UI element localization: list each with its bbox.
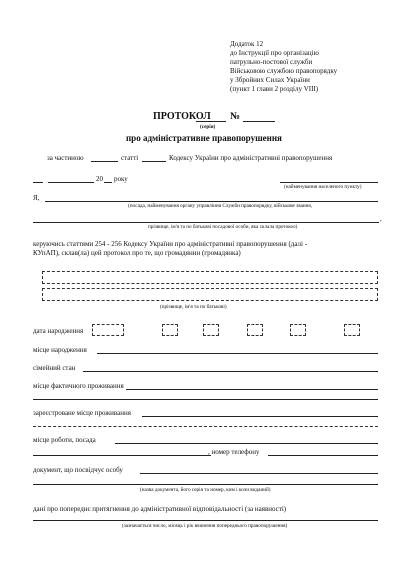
document-hint: (назва документа, його серія та номер, ким і коли виданий) xyxy=(140,487,271,493)
officer-position-hint: (посада, найменування органу управління Служби правопорядку, військове звання, xyxy=(128,203,313,209)
birth-year-cell-1[interactable] xyxy=(247,324,263,336)
registered-field-2[interactable] xyxy=(33,426,378,427)
protocol-subtitle: про адміністративне правопорушення xyxy=(126,133,282,143)
document-label: документ, що посвідчує особу xyxy=(33,466,123,474)
work-field-2[interactable] xyxy=(33,455,211,456)
phone-field[interactable] xyxy=(268,455,378,456)
registered-field[interactable] xyxy=(142,416,378,417)
body-text-line-2: КУпАП), склав(ла) цей протокол про те, що громадянин (громадянка) xyxy=(33,249,241,257)
birth-date-label: дата народження xyxy=(33,327,84,335)
part-field[interactable] xyxy=(91,161,118,162)
number-field[interactable] xyxy=(243,121,275,122)
birth-month-cell-2[interactable] xyxy=(203,324,219,336)
year-field[interactable] xyxy=(104,182,112,183)
appendix-line-5: у Збройних Силах України xyxy=(230,76,310,84)
appendix-line-2: до Інструкції про організацію xyxy=(230,49,319,57)
series-hint: (серія) xyxy=(200,124,216,130)
actual-residence-label: місце фактичного проживання xyxy=(33,382,124,390)
day-field[interactable] xyxy=(33,182,43,183)
actual-residence-field-2[interactable] xyxy=(33,399,378,400)
place-field[interactable] xyxy=(280,182,378,183)
document-field-2[interactable] xyxy=(33,484,378,485)
appendix-line-6: (пункт 1 глави 2 розділу VIII) xyxy=(230,85,319,93)
officer-name-field[interactable] xyxy=(33,222,379,223)
work-label: місце роботи, посада xyxy=(33,436,96,444)
document-field[interactable] xyxy=(140,473,378,474)
article-label: статті xyxy=(121,154,139,162)
appendix-line-1: Додаток 12 xyxy=(230,40,264,48)
prior-field[interactable] xyxy=(33,520,378,521)
series-field[interactable] xyxy=(196,121,226,122)
birth-place-field[interactable] xyxy=(97,353,378,354)
year-prefix: 20 xyxy=(96,175,103,183)
citizen-name-row-1[interactable] xyxy=(42,271,378,284)
actual-residence-field[interactable] xyxy=(126,389,378,390)
birth-place-label: місце народження xyxy=(33,346,87,354)
marital-label: сімейний стан xyxy=(33,364,76,372)
i-label: Я, xyxy=(33,194,40,202)
officer-position-field[interactable] xyxy=(45,201,378,202)
birth-year-cell-2[interactable] xyxy=(290,324,306,336)
number-sign: № xyxy=(230,111,241,122)
article-prefix: за частиною xyxy=(47,154,84,162)
year-suffix: року xyxy=(114,175,128,183)
appendix-line-3: патрульно-постової служби xyxy=(230,58,313,66)
month-field[interactable] xyxy=(48,182,94,183)
phone-label: , номер телефону xyxy=(208,448,260,456)
appendix-line-4: Військовою службою правопорядку xyxy=(230,67,338,75)
prior-label: дані про попереднє притягнення до адміністративної відповідальності (за наявності) xyxy=(33,505,287,513)
registered-label: зареєстроване місце проживання xyxy=(33,409,131,417)
code-label: Кодексу України про адміністративні правопорушення xyxy=(169,154,333,162)
marital-field[interactable] xyxy=(83,371,378,372)
officer-name-hint: прізвище, ім'я та по батькові посадової особи, яка склала протокол) xyxy=(148,224,298,230)
body-text-line-1: керуючись статтями 254 - 256 Кодексу України про адміністративні правопорушення (далі - xyxy=(33,240,308,248)
place-hint: (найменування населеного пункту) xyxy=(284,184,362,190)
protocol-title: ПРОТОКОЛ xyxy=(153,111,211,122)
prior-hint: (зазначається число, місяць і рік вчинення попереднього правопорушення) xyxy=(122,523,288,529)
work-field[interactable] xyxy=(115,443,378,444)
article-field[interactable] xyxy=(142,161,166,162)
birth-month-cell-1[interactable] xyxy=(162,324,178,336)
citizen-name-hint: (прізвище, ім'я та по батькові) xyxy=(160,304,227,310)
birth-year-cell-3[interactable] xyxy=(344,324,360,336)
birth-day-field[interactable] xyxy=(92,324,124,336)
citizen-name-row-2[interactable] xyxy=(42,288,378,301)
officer-comma: , xyxy=(380,215,382,223)
